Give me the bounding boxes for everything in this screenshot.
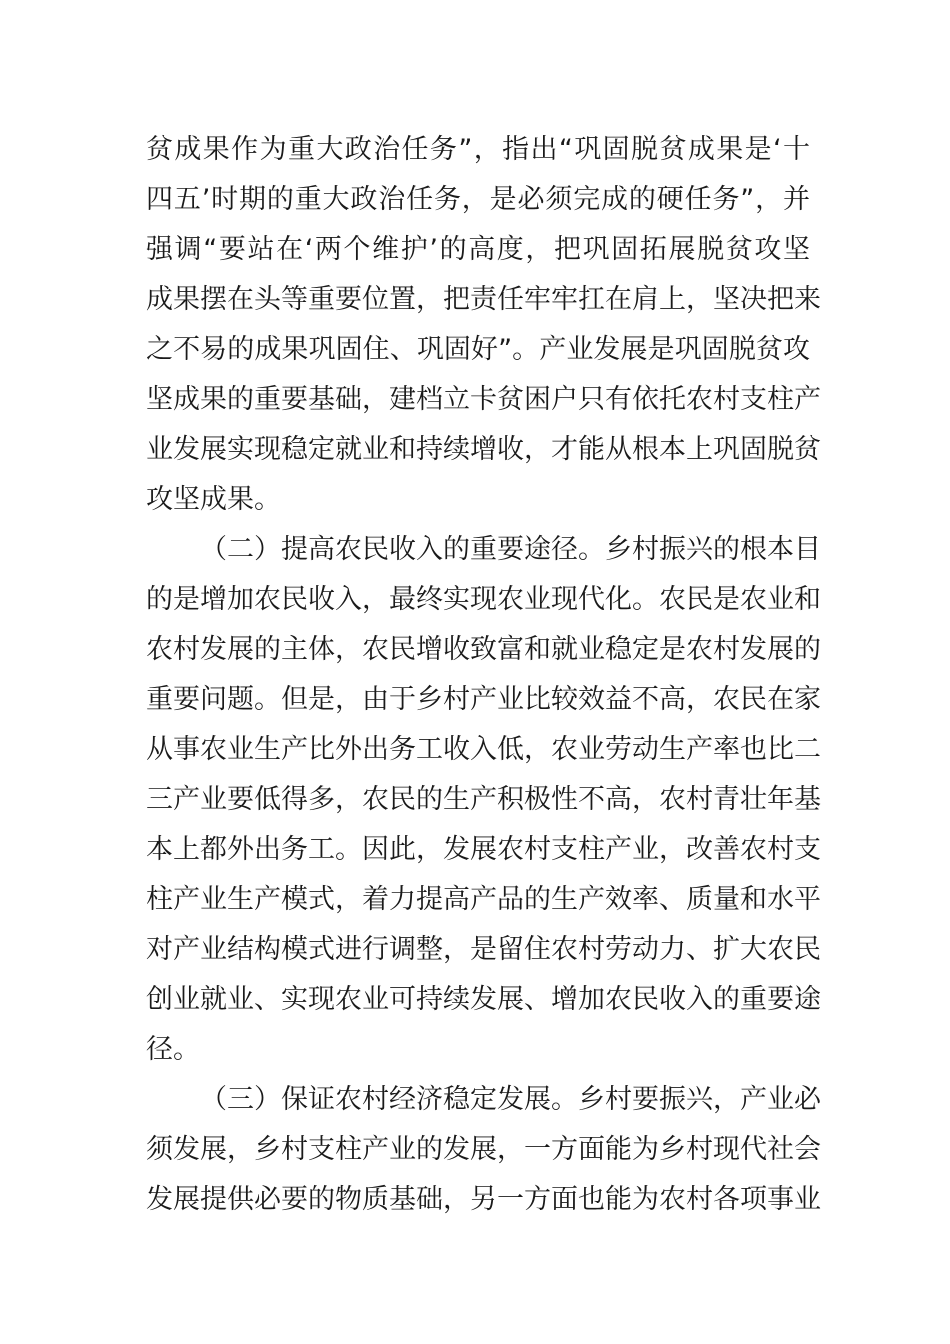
text-line: 三产业要低得多，农民的生产积极性不高，农村青壮年基	[146, 784, 821, 815]
text-line: 重要问题。但是，由于乡村产业比较效益不高，农民在家	[146, 684, 821, 715]
text-line: 创业就业、实现农业可持续发展、增加农民收入的重要途	[146, 984, 821, 1015]
text-line: 对产业结构模式进行调整，是留住农村劳动力、扩大农民	[146, 934, 821, 965]
text-line: 四五’时期的重大政治任务，是必须完成的硬任务”，并	[146, 184, 810, 215]
text-line: 须发展，乡村支柱产业的发展，一方面能为乡村现代社会	[146, 1134, 821, 1165]
text-line: 成果摆在头等重要位置，把责任牢牢扛在肩上，坚决把来	[146, 284, 821, 315]
section-heading-line: （二）提高农民收入的重要途径。乡村振兴的根本目	[200, 534, 821, 565]
text-line: 农村发展的主体，农民增收致富和就业稳定是农村发展的	[146, 634, 821, 665]
text-line: 本上都外出务工。因此，发展农村支柱产业，改善农村支	[146, 834, 821, 865]
text-line: 的是增加农民收入，最终实现农业现代化。农民是农业和	[146, 584, 821, 615]
text-line: 坚成果的重要基础，建档立卡贫困户只有依托农村支柱产	[146, 384, 821, 415]
text-line: 之不易的成果巩固住、巩固好”。产业发展是巩固脱贫攻	[146, 334, 810, 365]
text-line: 业发展实现稳定就业和持续增收，才能从根本上巩固脱贫	[146, 434, 821, 465]
text-line: 强调“要站在‘两个维护’的高度，把巩固拓展脱贫攻坚	[146, 234, 810, 265]
text-line: 柱产业生产模式，着力提高产品的生产效率、质量和水平	[146, 884, 821, 915]
text-line: 攻坚成果。	[146, 484, 281, 515]
text-line: 从事农业生产比外出务工收入低，农业劳动生产率也比二	[146, 734, 821, 765]
text-line: 径。	[146, 1034, 200, 1065]
text-line: 贫成果作为重大政治任务”，指出“巩固脱贫成果是‘十	[146, 134, 810, 165]
text-line: 发展提供必要的物质基础，另一方面也能为农村各项事业	[146, 1184, 821, 1215]
section-heading-line: （三）保证农村经济稳定发展。乡村要振兴，产业必	[200, 1084, 821, 1115]
